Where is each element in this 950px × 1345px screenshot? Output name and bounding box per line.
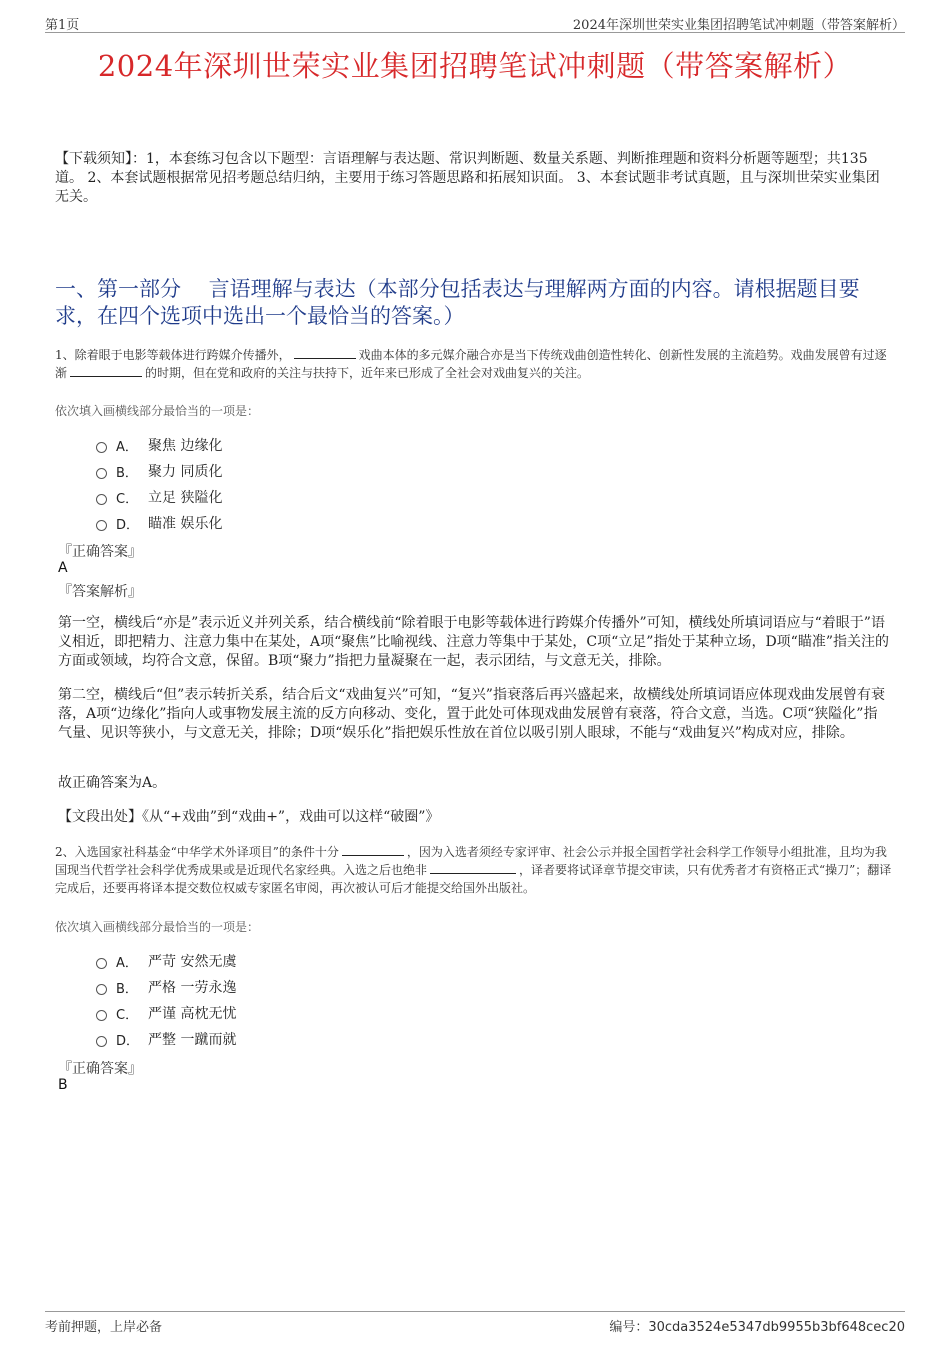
option-d[interactable] bbox=[96, 1026, 236, 1052]
footer-slogan: 考前押题，上岸必备 bbox=[45, 1320, 163, 1335]
option-letter: A． bbox=[116, 955, 138, 971]
option-text: 瞄准 娱乐化 bbox=[148, 516, 223, 532]
option-text: 严苛 安然无虞 bbox=[148, 954, 237, 970]
option-d[interactable] bbox=[96, 510, 222, 536]
header-divider bbox=[45, 32, 905, 33]
answer-blank bbox=[342, 843, 404, 856]
analysis-paragraph-2: 第二空，横线后“但”表示转折关系，结合后文“戏曲复兴”可知，“复兴”指衰落后再兴盛起来，故横线处所填词语应体现戏曲发展曾有衰落，A项“边缘化”指向人或事物发展主流的反方向移动、变化，置于此处可体现戏曲发展曾有衰落，符合文意，当选。C项“狭隘化”指气量、见识等狭小，与文意无关，排除；D项“娱乐化”指把娱乐性放在首位以吸引别人眼球，不能与“戏曲复兴”构成对应，排除。 bbox=[58, 687, 885, 741]
footer-code bbox=[609, 1316, 905, 1335]
option-text: 严谨 高枕无忧 bbox=[148, 1006, 237, 1022]
section-heading: 一、第一部分 言语理解与表达（本部分包括表达与理解两方面的内容。请根据题目要求，在四个选项中选出一个最恰当的答案。） bbox=[55, 277, 860, 328]
option-text: 聚力 同质化 bbox=[148, 464, 223, 480]
option-a[interactable] bbox=[96, 948, 236, 974]
question-1-stem bbox=[55, 346, 895, 382]
option-text: 立足 狭隘化 bbox=[148, 490, 223, 506]
option-letter: C． bbox=[116, 491, 139, 507]
question-1-stem-part-c: 的时期，但在党和政府的关注与扶持下，近年来已形成了全社会对戏曲复兴的关注。 bbox=[145, 366, 590, 380]
radio-icon[interactable] bbox=[96, 494, 107, 505]
question-2-stem-part-a: 2、入选国家社科基金“中华学术外译项目”的条件十分 bbox=[55, 845, 339, 859]
option-a[interactable] bbox=[96, 432, 222, 458]
header-doc-title: 2024年深圳世荣实业集团招聘笔试冲刺题（带答案解析） bbox=[572, 18, 905, 33]
question-1-stem-part-a: 1、除着眼于电影等载体进行跨媒介传播外， bbox=[55, 348, 291, 362]
radio-icon[interactable] bbox=[96, 468, 107, 479]
option-text: 聚焦 边缘化 bbox=[148, 438, 223, 454]
question-2-options bbox=[96, 948, 236, 1052]
question-2-stem-part-b: ，因为入选者须经专家评审、社会公示并报全国哲学社会科学工作领导小组批准，且均为我国现当代哲学社会科学优秀成果或是近现代名家经典。入选之后也绝非 bbox=[55, 845, 887, 877]
radio-icon[interactable] bbox=[96, 1010, 107, 1021]
page-title: 2024年深圳世荣实业集团招聘笔试冲刺题（带答案解析） bbox=[97, 49, 853, 83]
radio-icon[interactable] bbox=[96, 442, 107, 453]
radio-icon[interactable] bbox=[96, 958, 107, 969]
footer-divider bbox=[45, 1311, 905, 1312]
correct-answer-label: 『正确答案』 bbox=[58, 1061, 142, 1077]
question-1-stem-part-b: 戏曲本体的多元媒介融合亦是当下传统戏曲创造性转化、创新性发展的主流趋势。戏曲发展曾有过逐渐 bbox=[55, 348, 887, 380]
option-letter: D． bbox=[116, 1033, 140, 1049]
analysis-label: 『答案解析』 bbox=[58, 584, 142, 600]
option-letter: B． bbox=[116, 981, 138, 997]
question-2-stem-part-c: ，译者要将试译章节提交审读，只有优秀者才有资格正式“操刀”；翻译完成后，还要再将译本提交数位权威专家匿名审阅，再次被认可后才能提交给国外出版社。 bbox=[55, 863, 892, 895]
option-letter: D． bbox=[116, 517, 140, 533]
question-2-stem bbox=[55, 843, 895, 897]
analysis-paragraph-1: 第一空，横线后“亦是”表示近义并列关系，结合横线前“除着眼于电影等载体进行跨媒介传播外”可知，横线处所填词语应与“着眼于”语义相近，即把精力、注意力集中在某处，A项“聚焦”比喻视线、注意力等集中于某处，C项“立足”指处于某种立场，D项“瞄准”指关注的方面或领域，均符合文意，保留。B项“聚力”指把力量凝聚在一起，表示团结，与文意无关，排除。 bbox=[58, 615, 889, 669]
option-b[interactable] bbox=[96, 974, 236, 1000]
option-letter: B． bbox=[116, 465, 138, 481]
option-text: 严格 一劳永逸 bbox=[148, 980, 237, 996]
option-c[interactable] bbox=[96, 484, 222, 510]
footer-code-label: 编号： bbox=[609, 1320, 649, 1335]
correct-answer-label: 『正确答案』 bbox=[58, 544, 142, 560]
radio-icon[interactable] bbox=[96, 520, 107, 531]
text-source: 【文段出处】《从“+戏曲”到“戏曲+”，戏曲可以这样“破圈”》 bbox=[58, 809, 440, 825]
answer-blank bbox=[430, 861, 516, 874]
download-notice: 【下载须知】：1，本套练习包含以下题型：言语理解与表达题、常识判断题、数量关系题、判断推理题和资料分析题等题型；共135道。 2、本套试题根据常见招考题总结归纳，主要用于练习答题思路和拓展知识面。 3、本套试题非考试真题，且与深圳世荣实业集团无关。 bbox=[55, 151, 880, 205]
correct-answer: A bbox=[58, 560, 68, 576]
option-c[interactable] bbox=[96, 1000, 236, 1026]
footer-code-value: 30cda3524e5347db9955b3bf648cec20 bbox=[648, 1320, 905, 1335]
radio-icon[interactable] bbox=[96, 1036, 107, 1047]
header-page-label: 第1页 bbox=[45, 18, 80, 33]
analysis-conclusion: 故正确答案为A。 bbox=[58, 775, 167, 791]
answer-blank bbox=[294, 346, 356, 359]
radio-icon[interactable] bbox=[96, 984, 107, 995]
option-b[interactable] bbox=[96, 458, 222, 484]
question-1-options bbox=[96, 432, 222, 536]
correct-answer: B bbox=[58, 1077, 68, 1093]
question-1-instruction: 依次填入画横线部分最恰当的一项是： bbox=[55, 404, 260, 418]
question-2-instruction: 依次填入画横线部分最恰当的一项是： bbox=[55, 920, 260, 934]
option-letter: A． bbox=[116, 439, 138, 455]
option-text: 严整 一蹴而就 bbox=[148, 1032, 237, 1048]
option-letter: C． bbox=[116, 1007, 139, 1023]
answer-blank bbox=[70, 364, 142, 377]
